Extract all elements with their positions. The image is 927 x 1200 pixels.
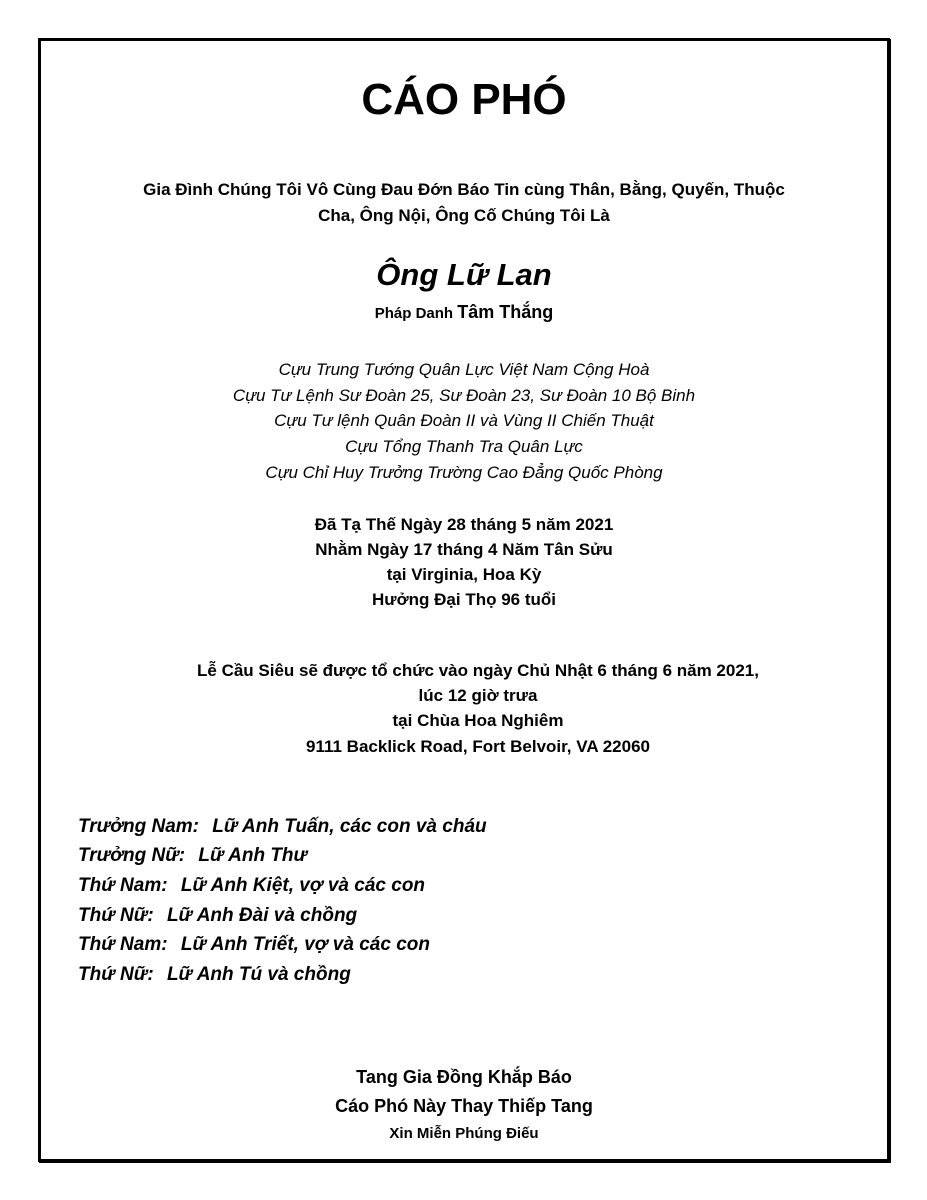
- service-address-line: 9111 Backlick Road, Fort Belvoir, VA 22060: [306, 737, 650, 756]
- dharma-name-line: [38, 300, 890, 326]
- family-name: Lữ Anh Tú và chồng: [166, 964, 351, 985]
- family-role: Thứ Nam:: [78, 934, 168, 955]
- family-name: Lữ Anh Triết, vợ và các con: [180, 934, 430, 955]
- former-title-5: Cựu Chỉ Huy Trưởng Trường Cao Đẳng Quốc Phòng: [265, 463, 663, 482]
- former-title-4: Cựu Tổng Thanh Tra Quân Lực: [345, 437, 583, 456]
- former-title-3: Cựu Tư lệnh Quân Đoàn II và Vùng II Chiến Thuật: [274, 411, 654, 430]
- service-venue-line: tại Chùa Hoa Nghiêm: [392, 711, 564, 730]
- family-member: [78, 813, 487, 841]
- intro-line-1: Gia Đình Chúng Tôi Vô Cùng Đau Đớn Báo Tin cùng Thân, Bằng, Quyến, Thuộc: [143, 180, 785, 199]
- intro-line-2: Cha, Ông Nội, Ông Cố Chúng Tôi Là: [318, 206, 610, 225]
- family-member: [78, 902, 357, 930]
- page-title: CÁO PHÓ: [361, 75, 567, 124]
- dharma-label: Pháp Danh: [374, 305, 454, 322]
- deceased-name: Ông Lữ Lan: [376, 257, 552, 292]
- family-member: [78, 842, 307, 870]
- family-role: Thứ Nam:: [78, 875, 168, 896]
- family-name: Lữ Anh Tuấn, các con và cháu: [212, 816, 487, 837]
- service-time-line: lúc 12 giờ trưa: [418, 686, 538, 705]
- passing-date-line: Đã Tạ Thế Ngày 28 tháng 5 năm 2021: [314, 515, 614, 534]
- lunar-date-line: Nhằm Ngày 17 tháng 4 Năm Tân Sửu: [315, 540, 613, 559]
- family-member: [78, 931, 430, 959]
- age-line: Hưởng Đại Thọ 96 tuổi: [371, 590, 556, 609]
- family-role: Thứ Nữ:: [78, 964, 154, 985]
- family-role: Trưởng Nữ:: [78, 845, 186, 866]
- family-name: Lữ Anh Đài và chồng: [166, 905, 358, 926]
- passing-place-line: tại Virginia, Hoa Kỳ: [386, 565, 542, 584]
- family-member: [78, 961, 351, 989]
- service-date-line: Lễ Cầu Siêu sẽ được tổ chức vào ngày Chủ Nhật 6 tháng 6 năm 2021,: [197, 661, 759, 680]
- family-name: Lữ Anh Kiệt, vợ và các con: [180, 875, 426, 896]
- former-title-1: Cựu Trung Tướng Quân Lực Việt Nam Cộng Hoà: [278, 360, 650, 379]
- former-title-2: Cựu Tư Lệnh Sư Đoàn 25, Sư Đoàn 23, Sư Đoàn 10 Bộ Binh: [232, 386, 696, 405]
- dharma-name: Tâm Thắng: [457, 302, 554, 322]
- family-member: [78, 872, 425, 900]
- family-role: Thứ Nữ:: [78, 905, 154, 926]
- family-name: Lữ Anh Thư: [198, 845, 308, 866]
- family-role: Trưởng Nam:: [78, 816, 199, 837]
- closing-line-3: Xin Miễn Phúng Điếu: [389, 1125, 539, 1142]
- closing-line-1: Tang Gia Đồng Khắp Báo: [356, 1067, 572, 1087]
- closing-line-2: Cáo Phó Này Thay Thiếp Tang: [335, 1096, 593, 1116]
